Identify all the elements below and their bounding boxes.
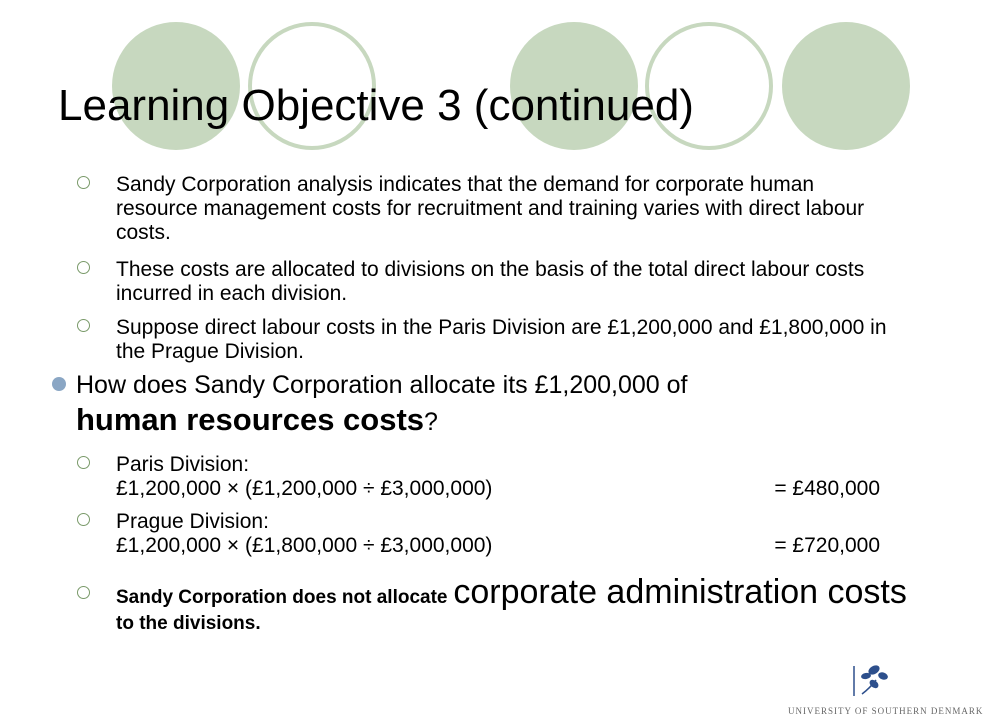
paris-division-bullet bbox=[90, 453, 890, 501]
question-suffix: ? bbox=[424, 408, 438, 437]
leaf-logo-icon bbox=[852, 662, 892, 698]
dot-bullet-icon bbox=[52, 377, 66, 391]
prague-label: Prague Division: bbox=[116, 510, 269, 533]
final-part3: to the divisions. bbox=[116, 613, 261, 635]
prague-division-bullet bbox=[90, 510, 890, 558]
bullet-allocation-basis bbox=[90, 258, 870, 306]
question-prefix: How does Sandy Corporation allocate its £1,200,000 of bbox=[76, 371, 688, 399]
ring-bullet-icon bbox=[77, 586, 90, 599]
slide-title: Learning Objective 3 (continued) bbox=[58, 81, 694, 130]
prague-formula: £1,200,000 × (£1,800,000 ÷ £3,000,000) bbox=[116, 534, 493, 558]
university-name: UNIVERSITY OF SOUTHERN DENMARK bbox=[788, 706, 983, 716]
final-bullet bbox=[90, 574, 910, 635]
paris-formula: £1,200,000 × (£1,200,000 ÷ £3,000,000) bbox=[116, 477, 493, 501]
question-emphasis: human resources costs bbox=[76, 402, 425, 438]
final-part2: corporate administration costs bbox=[453, 573, 907, 611]
paris-label: Paris Division: bbox=[116, 453, 250, 476]
paris-result: = £480,000 bbox=[774, 477, 880, 501]
paris-calculation bbox=[116, 477, 880, 501]
bullet-allocation-text: These costs are allocated to divisions on the basis of the total direct labour costs incurred in each division. bbox=[116, 258, 865, 306]
final-part1: Sandy Corporation does not allocate bbox=[116, 587, 448, 608]
bullet-analysis bbox=[90, 173, 890, 245]
question-text bbox=[76, 370, 912, 440]
decor-circle-3 bbox=[782, 22, 910, 150]
bullet-labour-text: Suppose direct labour costs in the Paris Division are £1,200,000 and £1,800,000 in the Prague Division. bbox=[116, 316, 887, 364]
prague-result: = £720,000 bbox=[774, 534, 880, 558]
bullet-analysis-text: Sandy Corporation analysis indicates that the demand for corporate human resource management costs for recruitment and training varies with direct labour costs. bbox=[116, 173, 865, 245]
ring-bullet-icon bbox=[77, 261, 90, 274]
question-bullet bbox=[52, 370, 912, 440]
prague-calculation bbox=[116, 534, 880, 558]
ring-bullet-icon bbox=[77, 176, 90, 189]
ring-bullet-icon bbox=[77, 456, 90, 469]
ring-bullet-icon bbox=[77, 319, 90, 332]
university-logo bbox=[788, 660, 983, 718]
bullet-labour-costs bbox=[90, 316, 890, 364]
ring-bullet-icon bbox=[77, 513, 90, 526]
